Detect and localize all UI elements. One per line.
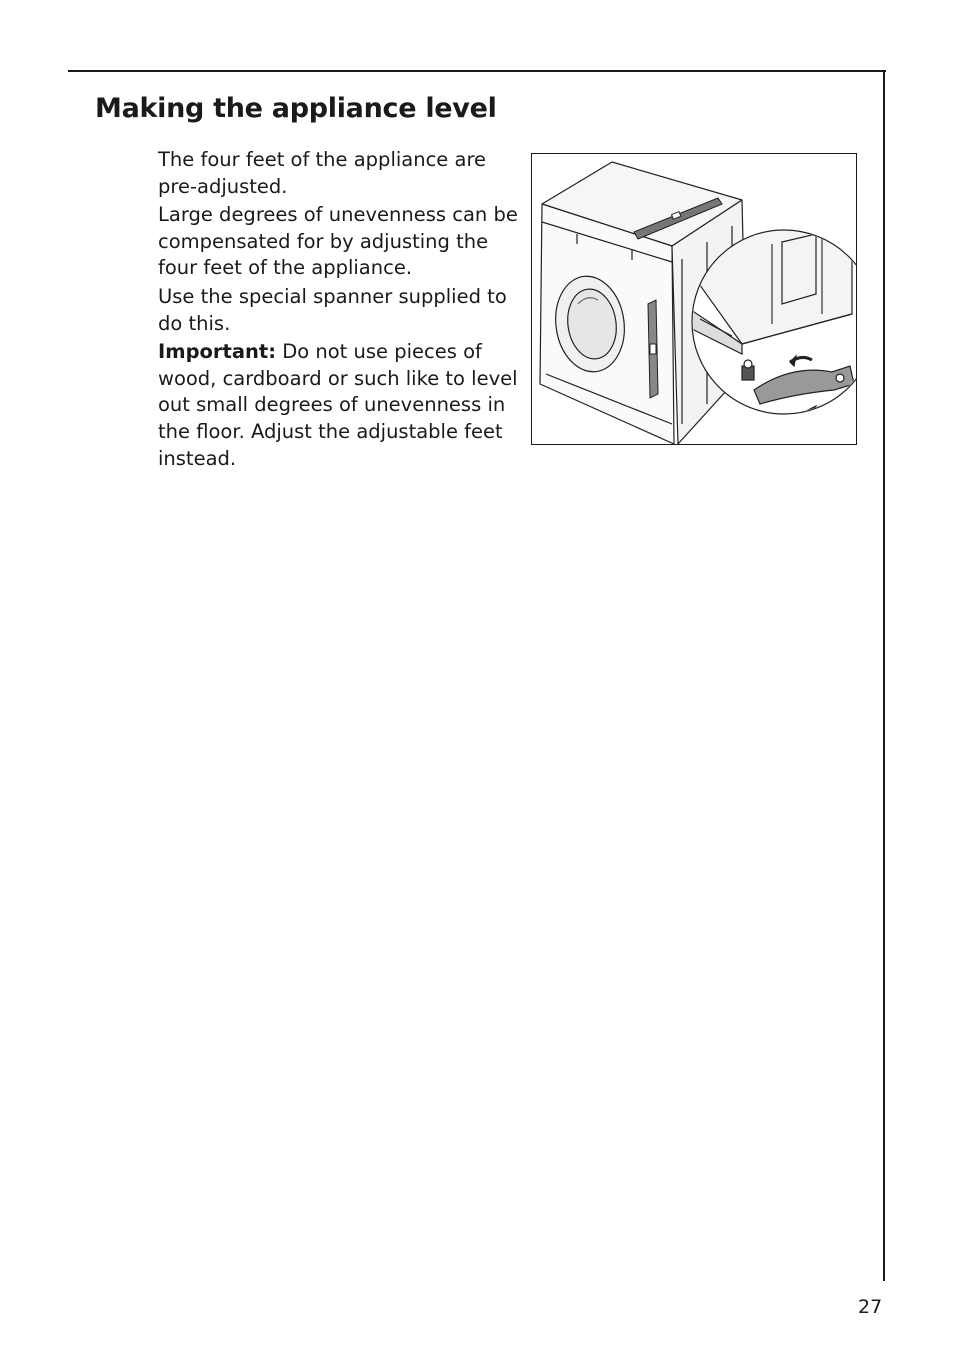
levelling-illustration [531,153,857,445]
spirit-level-side [648,300,658,398]
top-rule [68,70,886,72]
side-rule [883,70,885,1281]
washing-machine-drawing [532,154,857,445]
important-text: Do not use pieces of wood, cardboard or such like to level out small degrees of unevenness in the floor. Adjust the adjustable feet instead. [158,340,518,470]
instructions-text [158,147,520,474]
paragraph-unevenness: Large degrees of unevenness can be compensated for by adjusting the four feet of the appliance. [158,203,518,280]
page-number: 27 [858,1296,883,1318]
paragraph-important [158,339,520,472]
paragraph-spanner: Use the special spanner supplied to do this. [158,284,507,335]
important-label: Important: [158,340,277,364]
page-title: Making the appliance level [95,93,497,124]
paragraph-pre-adjusted: The four feet of the appliance are pre-adjusted. [158,148,487,198]
